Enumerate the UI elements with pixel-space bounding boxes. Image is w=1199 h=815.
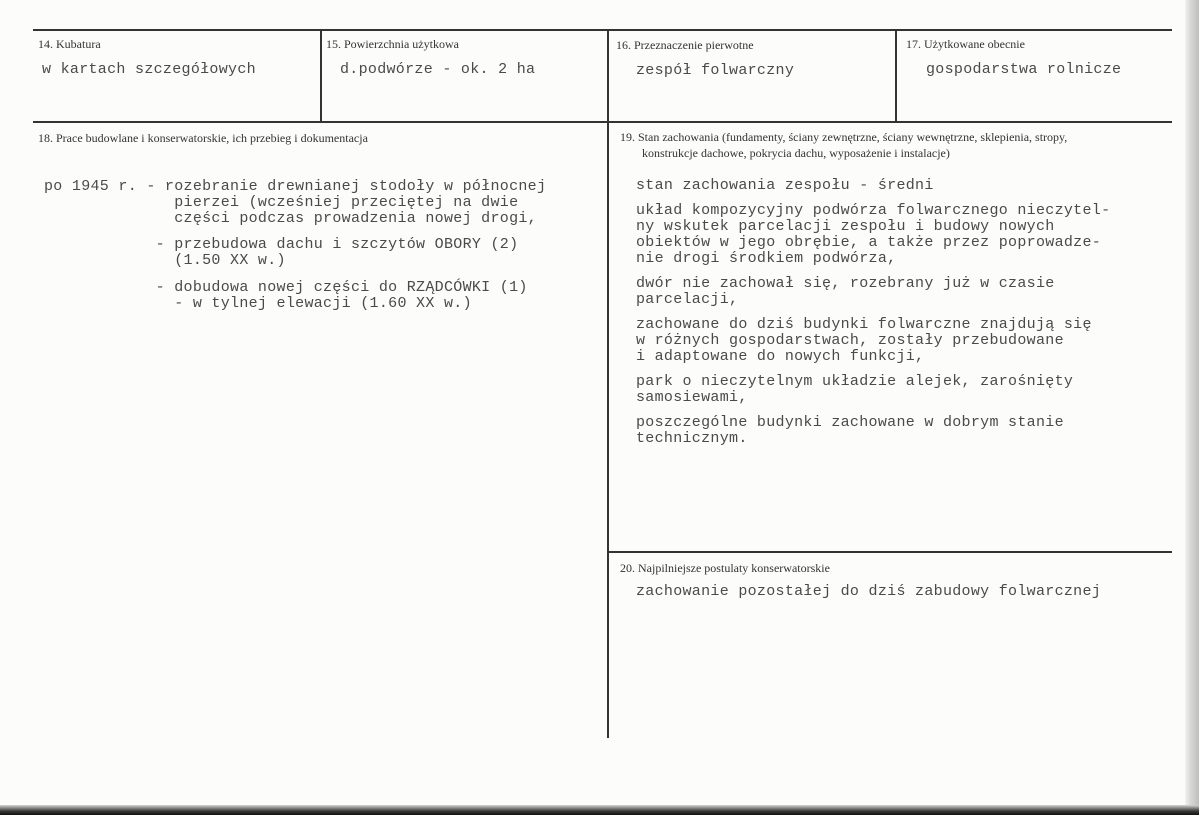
field-19-label-continued: konstrukcje dachowe, pokrycia dachu, wyposażenie i instalacje) bbox=[642, 146, 950, 160]
field-16-label: 16. Przeznaczenie pierwotne bbox=[616, 38, 754, 52]
field-17-label: 17. Użytkowane obecnie bbox=[906, 37, 1025, 51]
field-18-line: - w tylnej elewacji (1.60 XX w.) bbox=[44, 295, 472, 312]
scan-right-edge bbox=[1185, 0, 1199, 815]
field-18-label: 18. Prace budowlane i konserwatorskie, ich przebieg i dokumentacja bbox=[38, 131, 368, 145]
field-19-paragraph: park o nieczytelnym układzie alejek, zarośnięty samosiewami, bbox=[636, 373, 1074, 406]
field-14-label: 14. Kubatura bbox=[38, 37, 101, 51]
col-divider-line-1 bbox=[320, 30, 322, 122]
field-19-paragraph: dwór nie zachował się, rozebrany już w czasie parcelacji, bbox=[636, 275, 1055, 308]
field-16-value: zespół folwarczny bbox=[636, 62, 795, 79]
field-18-line: - dobudowa nowej części do RZĄDCÓWKI (1) bbox=[44, 279, 528, 296]
field-18-line: części podczas prowadzenia nowej drogi, bbox=[44, 210, 537, 227]
field-19-text bbox=[636, 178, 1110, 456]
col-divider-line-3 bbox=[895, 30, 897, 122]
field-18-line: - przebudowa dachu i szczytów OBORY (2) bbox=[44, 236, 519, 253]
col-divider-line-2 bbox=[607, 30, 609, 738]
row-divider-line bbox=[33, 121, 1172, 123]
field-14-value: w kartach szczegółowych bbox=[42, 61, 256, 78]
field-15-value: d.podwórze - ok. 2 ha bbox=[340, 61, 536, 78]
field-19-paragraph: stan zachowania zespołu - średni bbox=[636, 177, 934, 194]
scan-bottom-edge bbox=[0, 805, 1199, 815]
field-20-divider-line bbox=[607, 551, 1172, 553]
field-19-label: 19. Stan zachowania (fundamenty, ściany zewnętrzne, ściany wewnętrzne, sklepienia, stropy, bbox=[620, 130, 1068, 144]
field-18-line: po 1945 r. - rozebranie drewnianej stodoły w północnej bbox=[44, 178, 547, 195]
field-15-label: 15. Powierzchnia użytkowa bbox=[326, 37, 459, 51]
field-20-value: zachowanie pozostałej do dziś zabudowy folwarcznej bbox=[636, 583, 1102, 600]
field-19-paragraph: zachowane do dziś budynki folwarczne znajdują się w różnych gospodarstwach, zostały przebudowane i adaptowane do nowych funkcji, bbox=[636, 316, 1092, 365]
top-border-line bbox=[33, 29, 1172, 31]
field-17-value: gospodarstwa rolnicze bbox=[926, 61, 1122, 78]
field-20-label: 20. Najpilniejsze postulaty konserwatorskie bbox=[620, 561, 830, 575]
field-19-paragraph: poszczególne budynki zachowane w dobrym stanie technicznym. bbox=[636, 414, 1064, 447]
field-18-line: (1.50 XX w.) bbox=[44, 252, 286, 269]
field-19-paragraph: układ kompozycyjny podwórza folwarcznego nieczytel- ny wskutek parcelacji zespołu i budowy nowych obiektów w jego obrębie, a także przez poprowadze- nie drogi środkiem podwórza, bbox=[636, 202, 1111, 267]
field-18-line: pierzei (wcześniej przeciętej na dwie bbox=[44, 194, 519, 211]
